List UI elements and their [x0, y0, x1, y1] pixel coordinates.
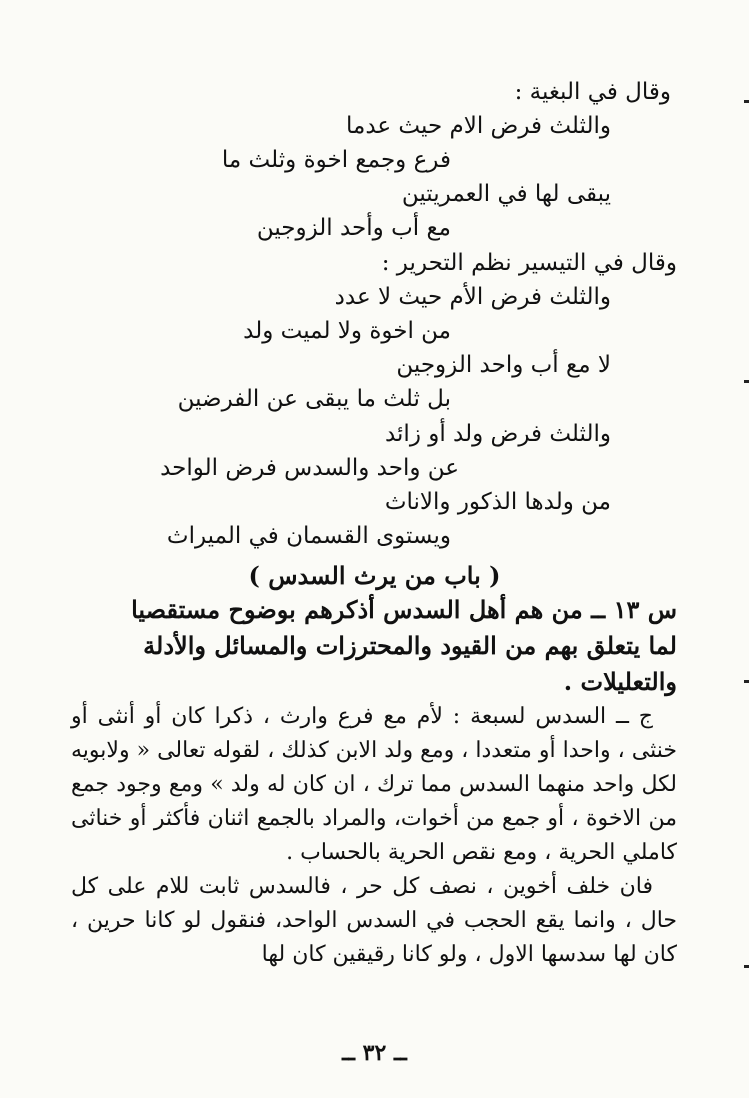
page-number: ــ ٣٢ ــ — [342, 1040, 407, 1066]
verse-line: عن واحد والسدس فرض الواحد — [160, 455, 459, 481]
answer-paragraph: ج ــ السدس لسبعة : لأم مع فرع وارث ، ذكرا كان أو أنثى أو خنثى ، واحدا أو متعددا ، ومع ولد الابن كذلك ، لقوله تعالى « ولابويه لكل واحد منهما السدس مما ترك ، ان كان له ولد » ومع وجود جمع من الاخوة ، أو جمع من أخوات، والمراد بالجمع اثنان فأكثر أو خناثى كاملي الحرية ، ومع نقص الحرية بالحساب . — [71, 704, 677, 865]
verse-line: والثلث فرض الأم حيث لا عدد — [334, 284, 611, 310]
verse-line: بل ثلث ما يبقى عن الفرضين — [177, 386, 451, 412]
scan-mark — [744, 965, 749, 968]
verse-line: فرع وجمع اخوة وثلث ما — [221, 147, 451, 173]
verse-line: ويستوى القسمان في الميراث — [166, 523, 451, 549]
verse-line: يبقى لها في العمريتين — [401, 181, 611, 207]
verse-line: من اخوة ولا لميت ولد — [243, 318, 451, 344]
answer-paragraph: فان خلف أخوين ، نصف كل حر ، فالسدس ثابت للام على كل حال ، وانما يقع الحجب في السدس الواحد، فنقول لو كانا حرين ، كان لها سدسها الاول ، ولو كانا رقيقين كان لها — [71, 874, 677, 967]
verse-line: والثلث فرض الام حيث عدما — [346, 113, 611, 139]
scan-mark — [744, 380, 749, 383]
answer-body — [71, 700, 677, 972]
question-line: لما يتعلق بهم من القيود والمحترزات والمسائل والأدلة — [143, 631, 677, 660]
scan-mark — [744, 100, 749, 103]
verse-line: والثلث فرض ولد أو زائد — [384, 421, 611, 447]
scan-mark — [744, 680, 749, 683]
question-line: س ١٣ ــ من هم أهل السدس أذكرهم بوضوح مستقصيا — [131, 595, 677, 624]
verse-line: من ولدها الذكور والاناث — [384, 489, 611, 515]
intro-line-altaysir: وقال في التيسير نظم التحرير : — [381, 250, 677, 276]
intro-line-albughya: وقال في البغية : — [514, 79, 671, 105]
verse-line: لا مع أب واحد الزوجين — [396, 352, 611, 378]
section-title: ( باب من يرث السدس ) — [248, 561, 501, 590]
question-line: والتعليلات . — [563, 667, 677, 696]
verse-line: مع أب وأحد الزوجين — [256, 215, 451, 241]
